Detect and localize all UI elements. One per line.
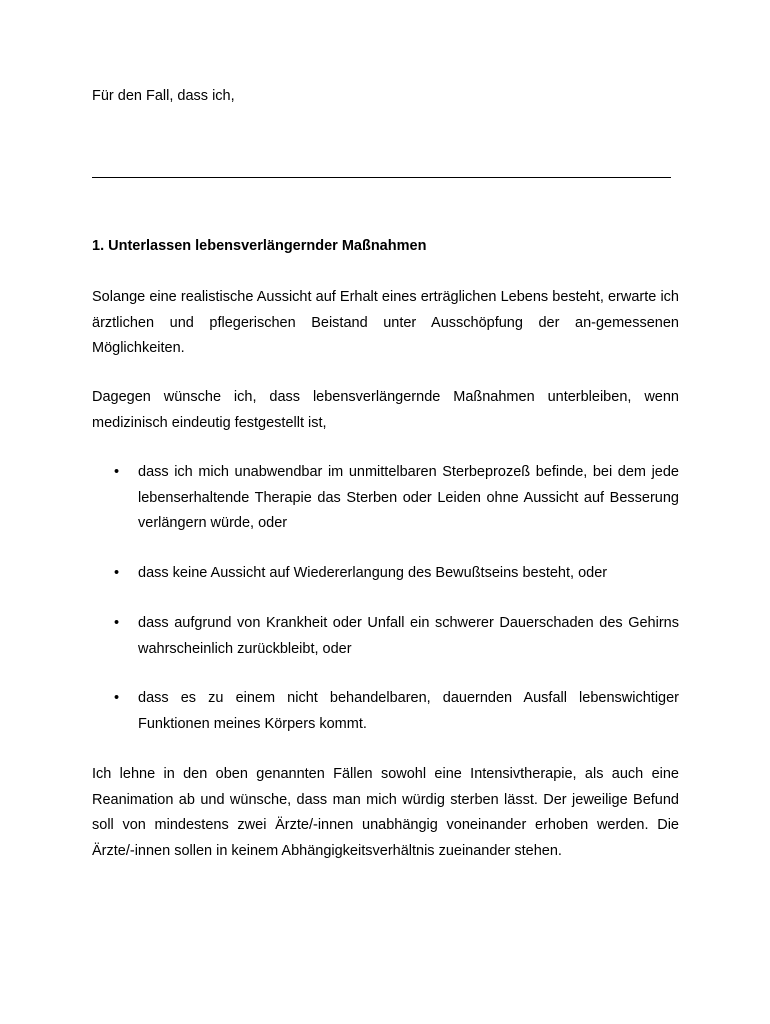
section-heading: 1. Unterlassen lebensverlängernder Maßnahmen — [92, 238, 427, 254]
paragraph-refusal-therapy: Ich lehne in den oben genannten Fällen sowohl eine Intensivtherapie, als auch eine Reanimation ab und wünsche, dass man mich würdig sterben lässt. Der jeweilige Befund soll von mindestens zwei Ärzte/-innen unabhängig voneinander erhoben werden. Die Ärzte/-innen sollen in keinem Abhängigkeitsverhältnis zueinander stehen. — [92, 766, 679, 859]
paragraph-measures-waived: Dagegen wünsche ich, dass lebensverlängernde Maßnahmen unterbleiben, wenn medizinisch eindeutig festgestellt ist, — [92, 389, 679, 431]
list-item-text: dass ich mich unabwendbar im unmittelbaren Sterbeprozeß befinde, bei dem jede lebenserhaltende Therapie das Sterben oder Leiden ohne Aussicht auf Besserung verlängern würde, oder — [138, 464, 679, 531]
bullet-icon: • — [114, 565, 120, 581]
list-item — [92, 611, 679, 662]
list-item — [92, 561, 679, 587]
bullet-icon: • — [114, 690, 120, 706]
list-item-text: dass aufgrund von Krankheit oder Unfall ein schwerer Dauerschaden des Gehirns wahrscheinlich zurückbleibt, oder — [138, 615, 679, 657]
name-signature-line — [92, 177, 671, 178]
intro-text: Für den Fall, dass ich, — [92, 88, 235, 104]
list-item — [92, 686, 679, 737]
bullet-icon: • — [114, 464, 120, 480]
paragraph-realistic-outlook: Solange eine realistische Aussicht auf Erhalt eines erträglichen Lebens besteht, erwarte ich ärztlichen und pflegerischen Beistand unter Ausschöpfung der an-gemessenen Möglichkeiten. — [92, 289, 679, 356]
list-item-text: dass es zu einem nicht behandelbaren, dauernden Ausfall lebenswichtiger Funktionen meines Körpers kommt. — [138, 690, 679, 732]
bullet-icon: • — [114, 615, 120, 631]
list-item — [92, 460, 679, 537]
list-item-text: dass keine Aussicht auf Wiedererlangung des Bewußtseins besteht, oder — [138, 565, 608, 581]
